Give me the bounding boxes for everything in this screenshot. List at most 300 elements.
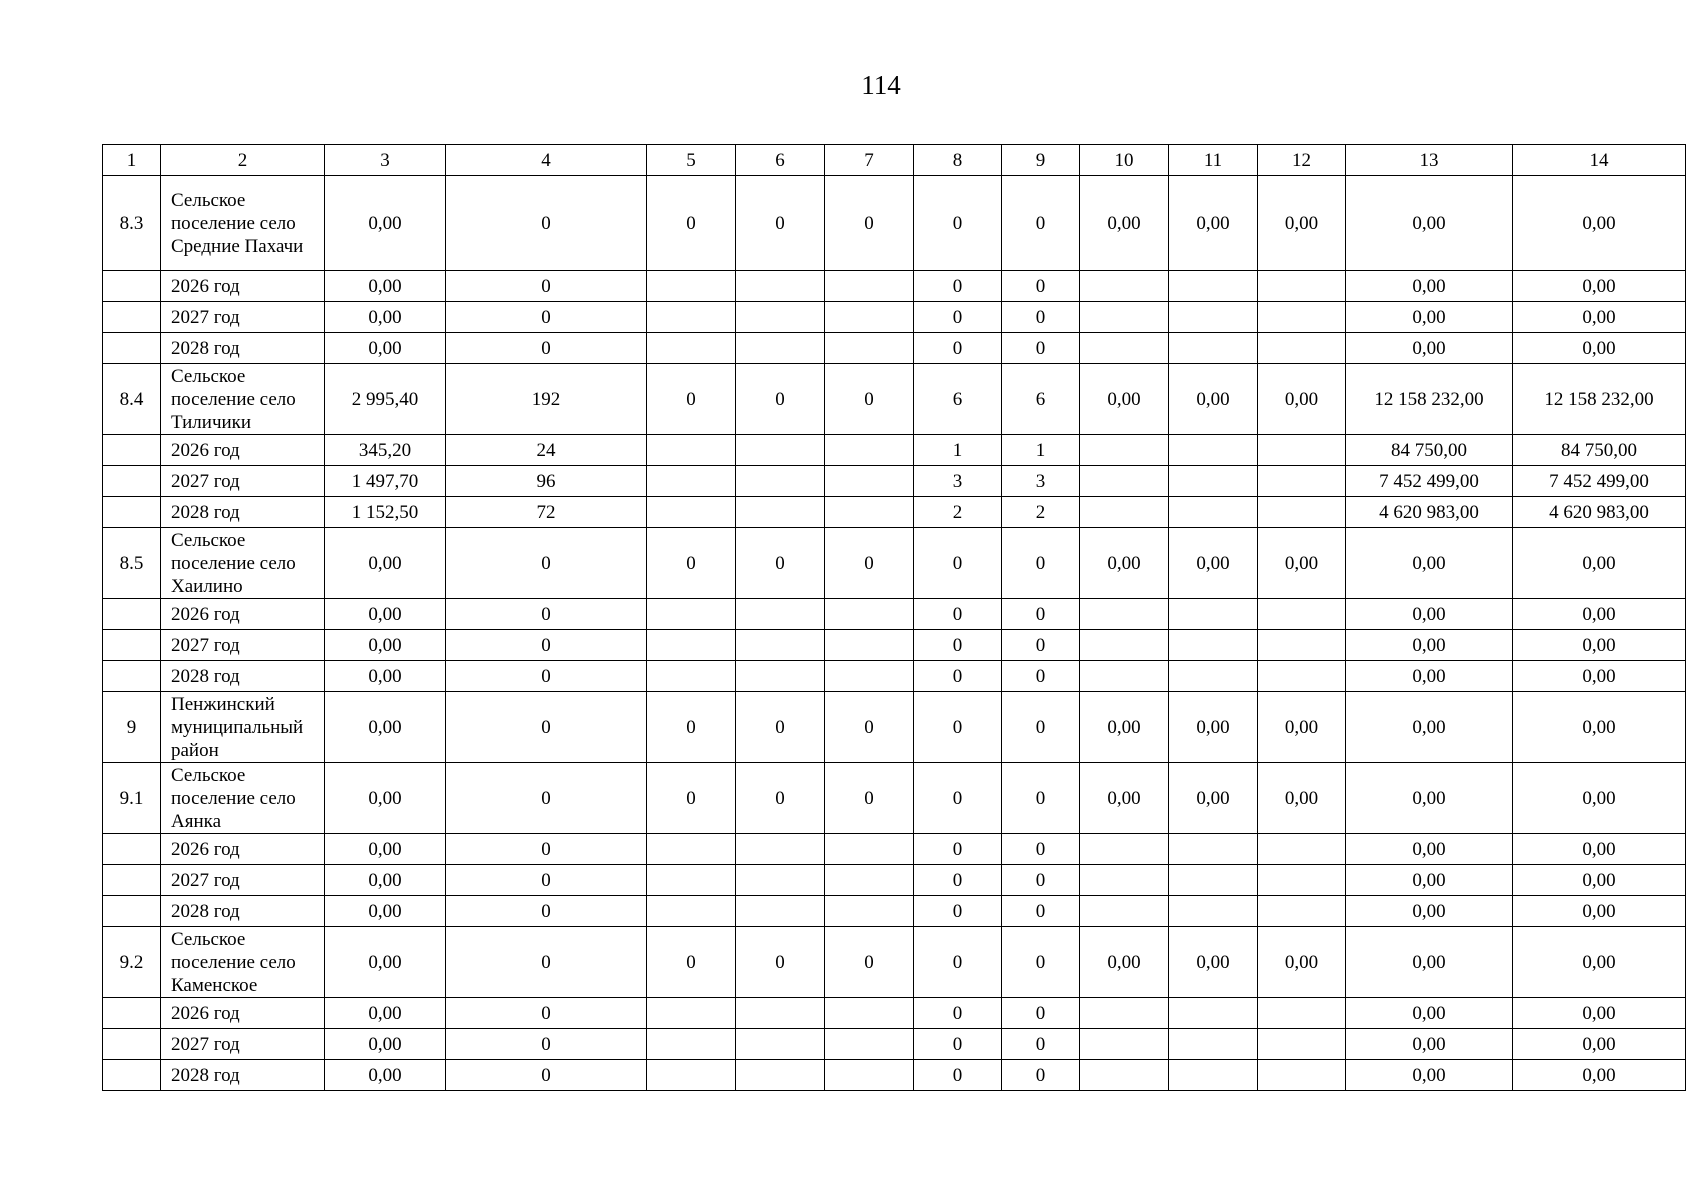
row-name-cell: 2028 год: [161, 896, 325, 927]
value-cell: 0,00: [325, 927, 446, 998]
column-header: 12: [1258, 145, 1346, 176]
value-cell: [1169, 865, 1258, 896]
value-cell: [1080, 865, 1169, 896]
value-cell: [1080, 998, 1169, 1029]
value-cell: [736, 998, 825, 1029]
value-cell: 0,00: [325, 1060, 446, 1091]
row-name-cell: 2028 год: [161, 497, 325, 528]
value-cell: 0,00: [1258, 763, 1346, 834]
value-cell: 0,00: [1258, 176, 1346, 271]
value-cell: 0: [647, 763, 736, 834]
value-cell: [1258, 661, 1346, 692]
value-cell: 0: [1002, 834, 1080, 865]
value-cell: 0: [914, 865, 1002, 896]
row-name-cell: 2027 год: [161, 302, 325, 333]
value-cell: 0: [1002, 528, 1080, 599]
value-cell: 0: [914, 599, 1002, 630]
value-cell: [1258, 834, 1346, 865]
value-cell: 0: [914, 927, 1002, 998]
value-cell: [736, 834, 825, 865]
column-header: 2: [161, 145, 325, 176]
value-cell: 96: [446, 466, 647, 497]
value-cell: [736, 302, 825, 333]
value-cell: [736, 497, 825, 528]
value-cell: 0,00: [1080, 763, 1169, 834]
value-cell: [736, 599, 825, 630]
value-cell: 0,00: [1513, 333, 1686, 364]
value-cell: [1258, 998, 1346, 1029]
row-name-cell: 2026 год: [161, 834, 325, 865]
value-cell: 0: [446, 302, 647, 333]
value-cell: 0,00: [325, 661, 446, 692]
value-cell: [1258, 302, 1346, 333]
value-cell: 0: [446, 927, 647, 998]
table-row-year: [103, 1060, 1686, 1091]
value-cell: [1080, 599, 1169, 630]
value-cell: 0,00: [325, 302, 446, 333]
table-row-year: [103, 630, 1686, 661]
value-cell: 0,00: [1513, 599, 1686, 630]
column-header: 11: [1169, 145, 1258, 176]
value-cell: 0,00: [325, 1029, 446, 1060]
value-cell: 0,00: [1258, 528, 1346, 599]
value-cell: 0,00: [1513, 630, 1686, 661]
value-cell: 0,00: [1346, 302, 1513, 333]
value-cell: 7 452 499,00: [1513, 466, 1686, 497]
value-cell: 0: [914, 528, 1002, 599]
value-cell: 0: [1002, 998, 1080, 1029]
value-cell: [1169, 435, 1258, 466]
row-number-cell: [103, 271, 161, 302]
value-cell: 345,20: [325, 435, 446, 466]
value-cell: 0: [825, 692, 914, 763]
table-row-year: [103, 896, 1686, 927]
value-cell: [736, 333, 825, 364]
row-name-cell: 2028 год: [161, 333, 325, 364]
row-number-cell: 9.1: [103, 763, 161, 834]
value-cell: [1169, 661, 1258, 692]
column-header: 3: [325, 145, 446, 176]
value-cell: [1080, 1029, 1169, 1060]
value-cell: 0: [825, 176, 914, 271]
value-cell: 0: [1002, 333, 1080, 364]
value-cell: [736, 1060, 825, 1091]
value-cell: 0,00: [325, 630, 446, 661]
value-cell: 0,00: [1169, 176, 1258, 271]
value-cell: 72: [446, 497, 647, 528]
value-cell: 0: [914, 630, 1002, 661]
value-cell: 2 995,40: [325, 364, 446, 435]
value-cell: [647, 271, 736, 302]
value-cell: [1169, 466, 1258, 497]
value-cell: 0,00: [1513, 176, 1686, 271]
row-name-cell: Сельское поселение село Средние Пахачи: [161, 176, 325, 271]
value-cell: [825, 1029, 914, 1060]
value-cell: 0: [1002, 763, 1080, 834]
table-row-year: [103, 998, 1686, 1029]
value-cell: [736, 865, 825, 896]
value-cell: [825, 599, 914, 630]
column-header: 6: [736, 145, 825, 176]
value-cell: 0: [1002, 896, 1080, 927]
value-cell: [1169, 333, 1258, 364]
value-cell: [1169, 1029, 1258, 1060]
value-cell: 0: [1002, 865, 1080, 896]
value-cell: 2: [914, 497, 1002, 528]
table-row-year: [103, 599, 1686, 630]
value-cell: 0: [446, 333, 647, 364]
row-number-cell: [103, 1029, 161, 1060]
value-cell: 24: [446, 435, 647, 466]
value-cell: [1080, 497, 1169, 528]
table-row-group: [103, 176, 1686, 271]
value-cell: 0,00: [1513, 763, 1686, 834]
value-cell: 0: [825, 763, 914, 834]
table-row-group: [103, 692, 1686, 763]
value-cell: [736, 435, 825, 466]
value-cell: 0,00: [325, 271, 446, 302]
value-cell: [1169, 998, 1258, 1029]
table-row-year: [103, 466, 1686, 497]
table-row-group: [103, 528, 1686, 599]
value-cell: [647, 630, 736, 661]
table-row-year: [103, 865, 1686, 896]
value-cell: 12 158 232,00: [1513, 364, 1686, 435]
value-cell: 0,00: [325, 896, 446, 927]
row-number-cell: [103, 630, 161, 661]
value-cell: 4 620 983,00: [1346, 497, 1513, 528]
value-cell: 0: [446, 271, 647, 302]
row-name-cell: 2026 год: [161, 599, 325, 630]
value-cell: 0: [647, 176, 736, 271]
value-cell: 1: [1002, 435, 1080, 466]
value-cell: 0,00: [325, 176, 446, 271]
value-cell: 12 158 232,00: [1346, 364, 1513, 435]
value-cell: 0,00: [1258, 927, 1346, 998]
value-cell: 0: [914, 1060, 1002, 1091]
value-cell: 0: [736, 763, 825, 834]
value-cell: [647, 333, 736, 364]
value-cell: 0: [446, 661, 647, 692]
value-cell: [1169, 834, 1258, 865]
row-name-cell: 2027 год: [161, 466, 325, 497]
value-cell: 0: [736, 176, 825, 271]
value-cell: [1080, 630, 1169, 661]
value-cell: [825, 435, 914, 466]
value-cell: [1080, 435, 1169, 466]
value-cell: [1258, 865, 1346, 896]
value-cell: 0,00: [1346, 528, 1513, 599]
value-cell: 0,00: [1258, 364, 1346, 435]
value-cell: [647, 466, 736, 497]
row-number-cell: 9: [103, 692, 161, 763]
value-cell: 0: [1002, 176, 1080, 271]
column-header: 1: [103, 145, 161, 176]
table-row-year: [103, 271, 1686, 302]
value-cell: 0,00: [1513, 1029, 1686, 1060]
row-name-cell: 2026 год: [161, 435, 325, 466]
value-cell: [825, 333, 914, 364]
value-cell: 7 452 499,00: [1346, 466, 1513, 497]
row-name-cell: 2028 год: [161, 1060, 325, 1091]
value-cell: [1258, 1060, 1346, 1091]
value-cell: 0: [1002, 271, 1080, 302]
value-cell: 0,00: [1169, 364, 1258, 435]
value-cell: [647, 998, 736, 1029]
row-name-cell: 2027 год: [161, 630, 325, 661]
value-cell: 0: [1002, 661, 1080, 692]
value-cell: 0,00: [325, 599, 446, 630]
value-cell: 2: [1002, 497, 1080, 528]
row-number-cell: [103, 896, 161, 927]
table-row-group: [103, 927, 1686, 998]
row-number-cell: 8.4: [103, 364, 161, 435]
value-cell: 0: [736, 927, 825, 998]
row-name-cell: Сельское поселение село Тиличики: [161, 364, 325, 435]
table-row-year: [103, 661, 1686, 692]
value-cell: 0,00: [1080, 364, 1169, 435]
value-cell: [1258, 466, 1346, 497]
column-header: 14: [1513, 145, 1686, 176]
value-cell: [1080, 661, 1169, 692]
value-cell: [825, 661, 914, 692]
row-number-cell: 8.3: [103, 176, 161, 271]
value-cell: 0,00: [1169, 927, 1258, 998]
value-cell: 0,00: [1513, 998, 1686, 1029]
value-cell: 0,00: [1080, 692, 1169, 763]
value-cell: [825, 1060, 914, 1091]
value-cell: 192: [446, 364, 647, 435]
row-number-cell: [103, 834, 161, 865]
value-cell: [1258, 497, 1346, 528]
row-name-cell: 2026 год: [161, 271, 325, 302]
value-cell: [647, 896, 736, 927]
value-cell: 0,00: [1346, 599, 1513, 630]
value-cell: 0: [914, 661, 1002, 692]
row-number-cell: [103, 998, 161, 1029]
value-cell: 0,00: [1169, 692, 1258, 763]
value-cell: 0,00: [1080, 176, 1169, 271]
value-cell: 0: [647, 692, 736, 763]
column-header: 7: [825, 145, 914, 176]
value-cell: 0: [914, 998, 1002, 1029]
value-cell: 0,00: [1346, 896, 1513, 927]
value-cell: 0,00: [325, 692, 446, 763]
row-name-cell: 2027 год: [161, 865, 325, 896]
value-cell: 0,00: [1513, 302, 1686, 333]
value-cell: [647, 435, 736, 466]
value-cell: [647, 834, 736, 865]
value-cell: 0: [446, 692, 647, 763]
value-cell: [825, 466, 914, 497]
value-cell: 0: [1002, 1060, 1080, 1091]
value-cell: [1258, 271, 1346, 302]
value-cell: [1080, 1060, 1169, 1091]
value-cell: 0,00: [325, 865, 446, 896]
value-cell: 0,00: [1346, 630, 1513, 661]
table-row-year: [103, 834, 1686, 865]
value-cell: 0,00: [1080, 528, 1169, 599]
value-cell: 0,00: [1346, 763, 1513, 834]
table-row-year: [103, 302, 1686, 333]
value-cell: 0,00: [1513, 896, 1686, 927]
value-cell: 0,00: [1513, 927, 1686, 998]
value-cell: 0: [647, 927, 736, 998]
value-cell: 0: [914, 763, 1002, 834]
value-cell: 0: [446, 834, 647, 865]
value-cell: 0: [1002, 927, 1080, 998]
value-cell: 1 497,70: [325, 466, 446, 497]
row-name-cell: 2028 год: [161, 661, 325, 692]
value-cell: 0: [1002, 630, 1080, 661]
value-cell: 0,00: [1513, 661, 1686, 692]
value-cell: [1169, 271, 1258, 302]
value-cell: 0: [914, 333, 1002, 364]
row-name-cell: Пенжинский муниципальный район: [161, 692, 325, 763]
value-cell: 0,00: [1346, 1060, 1513, 1091]
value-cell: 0,00: [1346, 834, 1513, 865]
value-cell: 0,00: [1513, 865, 1686, 896]
value-cell: 0: [446, 176, 647, 271]
value-cell: 1: [914, 435, 1002, 466]
value-cell: 0,00: [1169, 763, 1258, 834]
table-header-row: [103, 145, 1686, 176]
row-number-cell: [103, 599, 161, 630]
column-header: 4: [446, 145, 647, 176]
value-cell: 0: [736, 528, 825, 599]
page-number: 114: [861, 70, 901, 100]
row-number-cell: [103, 302, 161, 333]
value-cell: 1 152,50: [325, 497, 446, 528]
value-cell: 0,00: [325, 528, 446, 599]
value-cell: 4 620 983,00: [1513, 497, 1686, 528]
value-cell: 0: [446, 528, 647, 599]
value-cell: 0,00: [1346, 176, 1513, 271]
value-cell: 0,00: [1346, 927, 1513, 998]
row-name-cell: Сельское поселение село Каменское: [161, 927, 325, 998]
value-cell: 0,00: [1346, 865, 1513, 896]
value-cell: 0: [446, 1029, 647, 1060]
value-cell: 0: [446, 763, 647, 834]
value-cell: [825, 998, 914, 1029]
value-cell: [825, 834, 914, 865]
value-cell: [825, 497, 914, 528]
value-cell: 3: [1002, 466, 1080, 497]
row-name-cell: 2027 год: [161, 1029, 325, 1060]
value-cell: 0: [647, 364, 736, 435]
column-header: 9: [1002, 145, 1080, 176]
value-cell: 0,00: [325, 333, 446, 364]
value-cell: [1258, 1029, 1346, 1060]
value-cell: 0: [914, 302, 1002, 333]
value-cell: 0: [446, 630, 647, 661]
value-cell: [1080, 302, 1169, 333]
value-cell: 0,00: [1346, 998, 1513, 1029]
value-cell: [825, 271, 914, 302]
value-cell: 6: [1002, 364, 1080, 435]
table-row-year: [103, 497, 1686, 528]
table-row-year: [103, 333, 1686, 364]
value-cell: [825, 865, 914, 896]
row-name-cell: 2026 год: [161, 998, 325, 1029]
column-header: 5: [647, 145, 736, 176]
value-cell: [1080, 834, 1169, 865]
value-cell: 0,00: [1513, 1060, 1686, 1091]
row-name-cell: Сельское поселение село Аянка: [161, 763, 325, 834]
value-cell: [647, 1060, 736, 1091]
value-cell: [1169, 896, 1258, 927]
table-row-year: [103, 435, 1686, 466]
value-cell: 0,00: [1513, 692, 1686, 763]
value-cell: 0,00: [1346, 1029, 1513, 1060]
row-number-cell: [103, 497, 161, 528]
value-cell: [1169, 599, 1258, 630]
value-cell: [647, 302, 736, 333]
value-cell: [647, 865, 736, 896]
row-name-cell: Сельское поселение село Хаилино: [161, 528, 325, 599]
value-cell: [1258, 630, 1346, 661]
value-cell: [825, 896, 914, 927]
value-cell: 0: [446, 865, 647, 896]
value-cell: 0: [914, 834, 1002, 865]
value-cell: [736, 630, 825, 661]
value-cell: [1258, 599, 1346, 630]
value-cell: [1258, 435, 1346, 466]
value-cell: 0,00: [1513, 834, 1686, 865]
value-cell: 0: [1002, 1029, 1080, 1060]
value-cell: [647, 497, 736, 528]
table-row-year: [103, 1029, 1686, 1060]
value-cell: [1258, 333, 1346, 364]
value-cell: 0,00: [325, 763, 446, 834]
value-cell: [647, 599, 736, 630]
value-cell: 0: [446, 896, 647, 927]
value-cell: [1169, 497, 1258, 528]
column-header: 10: [1080, 145, 1169, 176]
value-cell: [647, 661, 736, 692]
value-cell: 6: [914, 364, 1002, 435]
row-number-cell: [103, 1060, 161, 1091]
row-number-cell: 8.5: [103, 528, 161, 599]
value-cell: 0,00: [1513, 528, 1686, 599]
value-cell: 0: [446, 998, 647, 1029]
value-cell: 0: [825, 927, 914, 998]
table-row-group: [103, 364, 1686, 435]
value-cell: 0: [446, 599, 647, 630]
value-cell: 0: [1002, 692, 1080, 763]
column-header: 13: [1346, 145, 1513, 176]
row-number-cell: [103, 333, 161, 364]
value-cell: [1080, 333, 1169, 364]
value-cell: 0,00: [1346, 661, 1513, 692]
value-cell: [736, 896, 825, 927]
value-cell: 0: [914, 1029, 1002, 1060]
data-table: [102, 144, 1686, 1091]
value-cell: 0: [825, 364, 914, 435]
row-number-cell: [103, 865, 161, 896]
value-cell: [736, 661, 825, 692]
value-cell: [1080, 896, 1169, 927]
value-cell: [825, 302, 914, 333]
value-cell: 0: [914, 271, 1002, 302]
row-number-cell: [103, 661, 161, 692]
value-cell: [1169, 1060, 1258, 1091]
value-cell: 0: [914, 176, 1002, 271]
value-cell: 0: [1002, 599, 1080, 630]
value-cell: 0,00: [1346, 333, 1513, 364]
value-cell: [1169, 630, 1258, 661]
value-cell: 0: [914, 692, 1002, 763]
